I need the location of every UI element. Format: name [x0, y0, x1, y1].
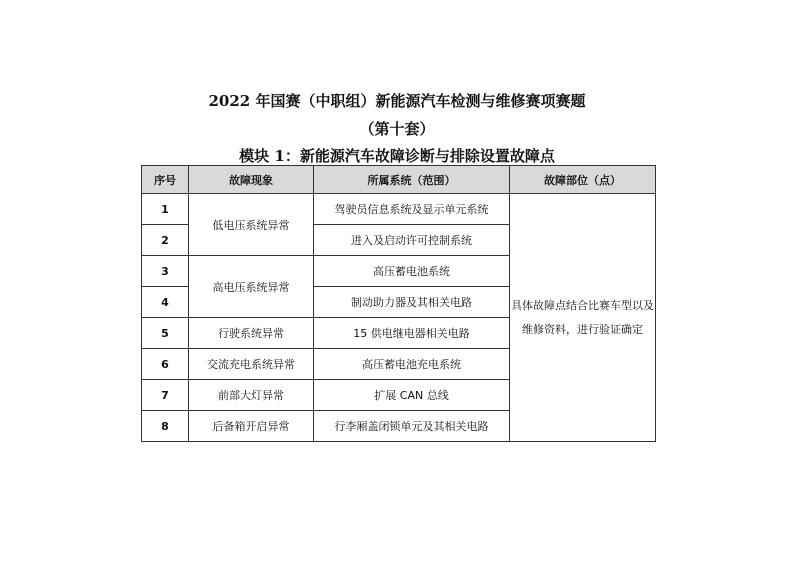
- row-number: 4: [142, 287, 189, 318]
- fault-phenomenon: 行驶系统异常: [189, 318, 314, 349]
- system-scope: 高压蓄电池系统: [314, 256, 510, 287]
- row-number: 1: [142, 194, 189, 225]
- header-location: 故障部位（点）: [510, 166, 656, 194]
- header-system: 所属系统（范围）: [314, 166, 510, 194]
- system-scope: 制动助力器及其相关电路: [314, 287, 510, 318]
- document-subtitle: （第十套）: [359, 120, 435, 138]
- fault-table: [141, 165, 656, 442]
- row-number: 8: [142, 411, 189, 442]
- system-scope: 高压蓄电池充电系统: [314, 349, 510, 380]
- row-number: 2: [142, 225, 189, 256]
- row-number: 6: [142, 349, 189, 380]
- system-scope: 行李厢盖闭锁单元及其相关电路: [314, 411, 510, 442]
- fault-phenomenon: 高电压系统异常: [189, 256, 314, 318]
- row-number: 7: [142, 380, 189, 411]
- table-row: [142, 194, 656, 225]
- system-scope: 15 供电继电器相关电路: [314, 318, 510, 349]
- header-no: 序号: [142, 166, 189, 194]
- fault-phenomenon: 低电压系统异常: [189, 194, 314, 256]
- fault-location-note: 具体故障点结合比赛车型以及维修资料，进行验证确定: [510, 194, 656, 442]
- header-phenomenon: 故障现象: [189, 166, 314, 194]
- system-scope: 扩展 CAN 总线: [314, 380, 510, 411]
- fault-phenomenon: 后备箱开启异常: [189, 411, 314, 442]
- row-number: 3: [142, 256, 189, 287]
- fault-phenomenon: 前部大灯异常: [189, 380, 314, 411]
- system-scope: 驾驶员信息系统及显示单元系统: [314, 194, 510, 225]
- system-scope: 进入及启动许可控制系统: [314, 225, 510, 256]
- table-header-row: [142, 166, 656, 194]
- fault-phenomenon: 交流充电系统异常: [189, 349, 314, 380]
- module-title: 模块 1：新能源汽车故障诊断与排除设置故障点: [239, 147, 555, 165]
- row-number: 5: [142, 318, 189, 349]
- document-title: 2022 年国赛（中职组）新能源汽车检测与维修赛项赛题: [208, 92, 586, 110]
